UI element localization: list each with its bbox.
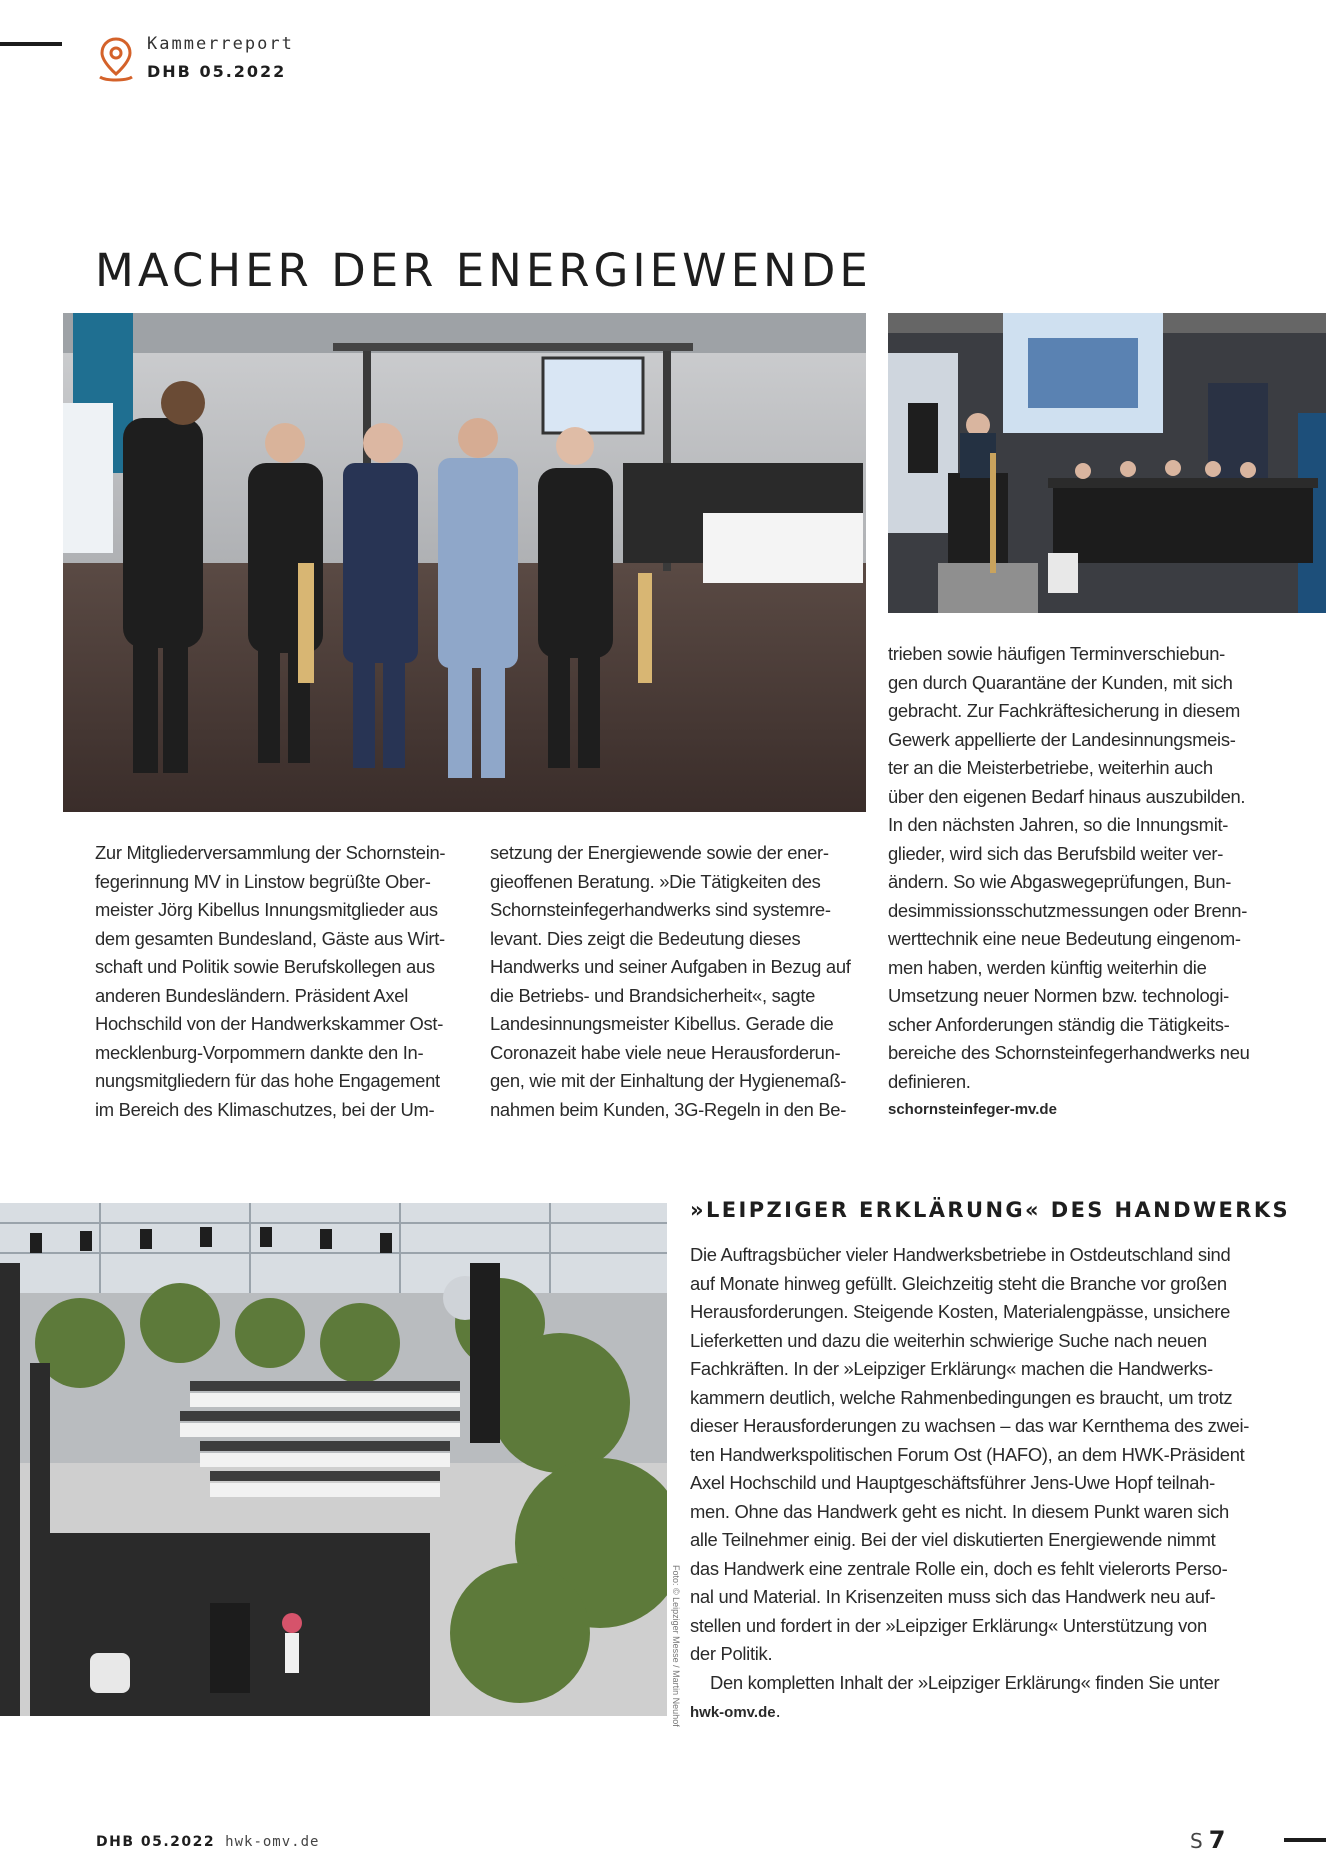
text-line: Umsetzung neuer Normen bzw. technologi-	[888, 985, 1229, 1006]
text-line: über den eigenen Bedarf hinaus auszubilden.	[888, 785, 1246, 807]
group-photo	[63, 313, 866, 812]
text-line: bereiche des Schornsteinfegerhandwerks neu	[888, 1042, 1250, 1063]
text-line: glieder, wird sich das Berufsbild weiter ver-	[888, 842, 1224, 864]
text-line: ändern. So wie Abgaswegeprüfungen, Bun-	[888, 871, 1232, 892]
text-line: scher Anforderungen ständig die Tätigkeits-	[888, 1013, 1230, 1035]
text-line: mecklenburg-Vorpommern dankte den In-	[95, 1041, 424, 1063]
page-prefix: S	[1190, 1829, 1203, 1853]
header-issue: DHB 05.2022	[147, 62, 287, 81]
text-line: meister Jörg Kibellus Innungsmitglieder aus	[95, 899, 438, 920]
link-suffix: .	[775, 1700, 781, 1721]
text-line: Coronazeit habe viele neue Herausforderun-	[490, 1041, 841, 1063]
text-line: Axel Hochschild und Hauptgeschäftsführer Jens-Uwe Hopf teilnah-	[690, 1472, 1215, 1493]
text-line: Hochschild von der Handwerkskammer Ost-	[95, 1013, 444, 1034]
text-line: Die Auftragsbücher vieler Handwerksbetriebe in Ostdeutschland sind	[690, 1244, 1231, 1265]
photo-credit: Foto: © Leipziger Messe / Martin Neuhof	[671, 1565, 681, 1727]
article-column-1	[95, 839, 465, 1124]
text-line: alle Teilnehmer einig. Bei der viel diskutierten Energiewende nimmt	[690, 1529, 1216, 1550]
text-line: ter an die Meisterbetriebe, weiterhin auch	[888, 757, 1213, 778]
forum-hall-photo	[0, 1203, 667, 1716]
text-line: men haben, werden künftig weiterhin die	[888, 956, 1207, 978]
text-line: das Handwerk eine zentrale Rolle ein, doch es fehlt vielerorts Perso-	[690, 1557, 1228, 1579]
header-rule	[0, 42, 62, 46]
footer-issue: DHB 05.2022	[96, 1834, 216, 1850]
article-link[interactable]: schornsteinfeger-mv.de	[888, 1101, 1057, 1118]
text-line: Schornsteinfegerhandwerks sind systemre-	[490, 899, 831, 920]
text-line: trieben sowie häufigen Terminverschiebun-	[888, 643, 1225, 664]
location-pin-icon	[96, 36, 136, 82]
text-line: dieser Herausforderungen zu wachsen – das war Kernthema des zwei-	[690, 1415, 1250, 1436]
text-line: Handwerks und seiner Aufgaben in Bezug auf	[490, 956, 851, 977]
text-line: nungsmitgliedern für das hohe Engagement	[95, 1070, 440, 1091]
text-line: Herausforderungen. Steigende Kosten, Materialengpässe, unsichere	[690, 1301, 1231, 1322]
text-line: definieren.	[888, 1070, 971, 1092]
text-line: kammern deutlich, welche Rahmenbedingungen es braucht, um trotz	[690, 1386, 1233, 1408]
footer-url[interactable]: hwk-omv.de	[225, 1834, 320, 1850]
footer-left	[96, 1833, 319, 1850]
article-column-3	[888, 640, 1268, 1125]
article2-headline: »LEIPZIGER ERKLÄRUNG« DES HANDWERKS	[690, 1198, 1291, 1222]
page-number	[1190, 1826, 1225, 1854]
text-line: Gewerk appellierte der Landesinnungsmeis-	[888, 728, 1236, 750]
text-line: die Betriebs- und Brandsicherheit«, sagte	[490, 984, 816, 1006]
text-line: gieoffenen Beratung. »Die Tätigkeiten des	[490, 870, 821, 892]
podium-photo	[888, 313, 1326, 613]
text-line: men. Ohne das Handwerk geht es nicht. In diesem Punkt waren sich	[690, 1500, 1229, 1522]
text-line: fegerinnung MV in Linstow begrüßte Ober-	[95, 870, 431, 892]
article-column-2	[490, 839, 860, 1124]
article2-body	[690, 1241, 1290, 1728]
article-headline: MACHER DER ENERGIEWENDE	[95, 244, 872, 297]
text-line: gebracht. Zur Fachkräftesicherung in diesem	[888, 700, 1241, 721]
text-line: anderen Bundesländern. Präsident Axel	[95, 984, 409, 1006]
text-line: In den nächsten Jahren, so die Innungsmit-	[888, 814, 1229, 835]
text-line: levant. Dies zeigt die Bedeutung dieses	[490, 927, 801, 949]
closing-link-line	[690, 1697, 1290, 1728]
text-line: schaft und Politik sowie Berufskollegen aus	[95, 956, 435, 977]
closing-line: Den kompletten Inhalt der »Leipziger Erklärung« finden Sie unter	[710, 1671, 1220, 1693]
text-line: ten Handwerkspolitischen Forum Ost (HAFO), an dem HWK-Präsident	[690, 1443, 1245, 1465]
text-line: stellen und fordert in der »Leipziger Erklärung« Unterstützung von	[690, 1614, 1207, 1636]
header-kicker: Kammerreport	[147, 34, 294, 54]
text-line: auf Monate hinweg gefüllt. Gleichzeitig steht die Branche vor großen	[690, 1272, 1227, 1294]
text-line: desimmissionsschutzmessungen oder Brenn-	[888, 899, 1248, 921]
text-line: nal und Material. In Krisenzeiten muss sich das Handwerk neu auf-	[690, 1586, 1216, 1607]
page-number-value: 7	[1208, 1826, 1226, 1854]
text-line: Zur Mitgliederversammlung der Schornstein-	[95, 842, 446, 863]
text-line: gen, wie mit der Einhaltung der Hygienemaß-	[490, 1070, 847, 1091]
article2-link[interactable]: hwk-omv.de	[690, 1704, 776, 1721]
text-line: im Bereich des Klimaschutzes, bei der Um-	[95, 1098, 435, 1120]
text-line: Fachkräften. In der »Leipziger Erklärung« machen die Handwerks-	[690, 1358, 1213, 1379]
text-line: setzung der Energiewende sowie der ener-	[490, 842, 829, 863]
text-line: dem gesamten Bundesland, Gäste aus Wirt-	[95, 927, 445, 949]
text-line: nahmen beim Kunden, 3G-Regeln in den Be-	[490, 1098, 847, 1120]
text-line: werttechnik eine neue Bedeutung eingenom-	[888, 928, 1241, 949]
text-line: Landesinnungsmeister Kibellus. Gerade die	[490, 1013, 834, 1034]
text-line: der Politik.	[690, 1643, 773, 1664]
footer-rule	[1284, 1838, 1326, 1842]
text-line: Lieferketten und dazu die weiterhin schwierige Suche nach neuen	[690, 1329, 1207, 1351]
text-line: gen durch Quarantäne der Kunden, mit sich	[888, 671, 1233, 693]
